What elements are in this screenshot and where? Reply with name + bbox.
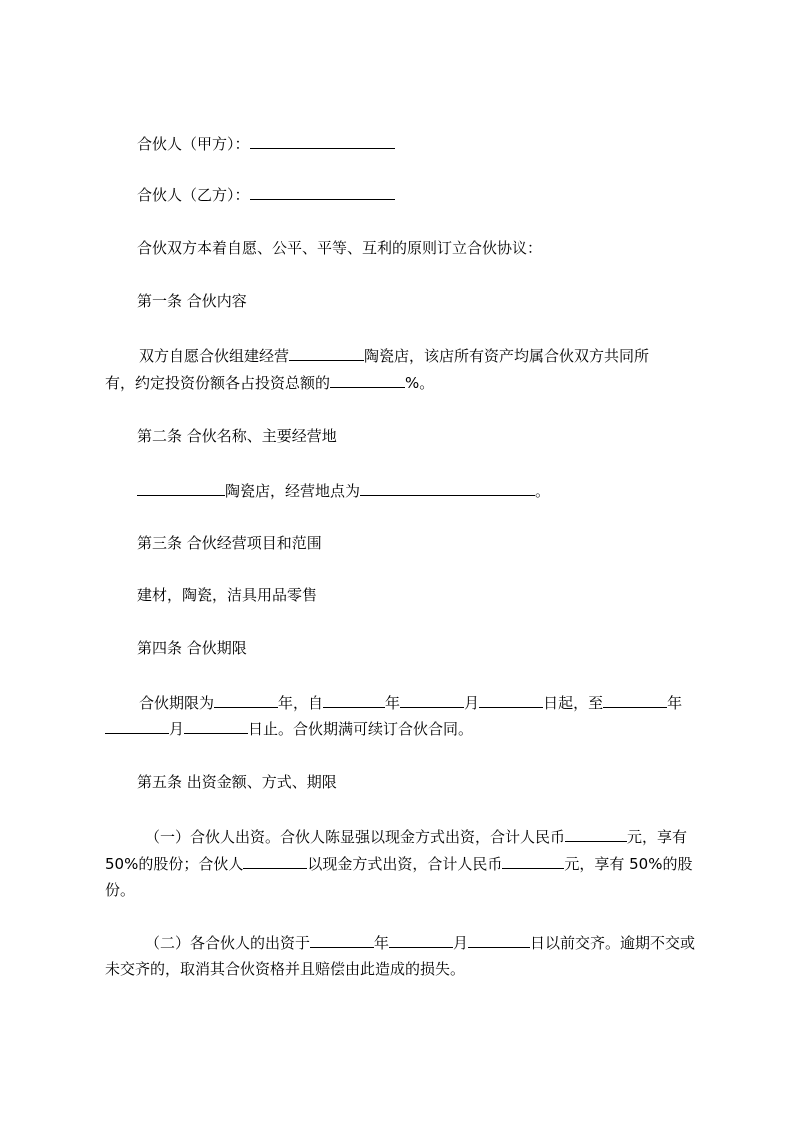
party-a-label: 合伙人（甲方）：: [137, 135, 250, 153]
article4-year-b: 年: [385, 694, 401, 712]
deadline-month-blank: [389, 932, 453, 948]
party-b-label: 合伙人（乙方）：: [137, 186, 250, 204]
article1-line1: [105, 345, 739, 366]
intro-paragraph: 合伙双方本着自愿、公平、平等、互利的原则订立合伙协议：: [137, 239, 543, 257]
article5-p2-line2: 未交齐的，取消其合伙资格并且赔偿由此造成的损失。: [105, 960, 466, 978]
article1-text-b: 陶瓷店，该店所有资产均属合伙双方共同所: [364, 347, 650, 365]
end-year-blank: [603, 692, 667, 708]
end-day-blank: [184, 718, 248, 734]
term-years-blank: [214, 692, 278, 708]
article4-year-a: 年: [278, 694, 294, 712]
article5-p1-line1: [105, 826, 745, 847]
party-b-name-blank: [243, 853, 307, 869]
article4-day-end: 日止。合伙期满可续订合伙合同。: [248, 720, 474, 738]
start-month-blank: [400, 692, 464, 708]
article4-month-a: 月: [464, 694, 480, 712]
article5-p2-text-a: （二）各合伙人的出资于: [145, 934, 311, 952]
article5-p1-text-a: （一）合伙人出资。合伙人陈显强以现金方式出资，合计人民币: [145, 828, 566, 846]
article4-month-b: 月: [169, 720, 185, 738]
article5-p2-line1: [105, 932, 745, 953]
party-a-blank: [250, 133, 395, 149]
business-name-blank: [289, 345, 364, 361]
article4-line2: [105, 718, 705, 739]
article3-title: 第三条 合伙经营项目和范围: [137, 534, 322, 552]
start-year-blank: [323, 692, 385, 708]
article4-title: 第四条 合伙期限: [137, 639, 247, 657]
article4-text-a: 合伙期限为: [139, 694, 215, 712]
article3-body: 建材，陶瓷，洁具用品零售: [137, 586, 318, 604]
article1-line2: [105, 372, 705, 393]
article2-text-b: 。: [535, 482, 551, 500]
article5-title: 第五条 出资金额、方式、期限: [137, 773, 337, 791]
start-day-blank: [479, 692, 543, 708]
party-b-amount-blank: [502, 853, 564, 869]
article2-title: 第二条 合伙名称、主要经营地: [137, 427, 337, 445]
party-b-line: [105, 184, 737, 205]
article2-line1: [105, 480, 737, 501]
article5-p1-text-c: 50%的股份；合伙人: [105, 855, 244, 873]
address-blank: [360, 480, 535, 496]
article5-p1-line3: 份。: [105, 881, 136, 899]
article1-text-c: 有，约定投资份额各占投资总额的: [105, 374, 331, 392]
party-a-line: [105, 133, 737, 154]
store-name-blank: [137, 480, 225, 496]
end-month-blank: [105, 718, 169, 734]
party-a-amount-blank: [565, 826, 627, 842]
deadline-day-blank: [468, 932, 530, 948]
article5-p1-text-d: 以现金方式出资，合计人民币: [307, 855, 503, 873]
article4-day-start: 日起，至: [543, 694, 604, 712]
article5-p2-text-b: 日以前交齐。逾期不交或: [530, 934, 696, 952]
share-percent-blank: [330, 372, 405, 388]
article1-text-d: %。: [405, 374, 435, 392]
article5-p2-year: 年: [374, 934, 390, 952]
article5-p1-line2: [105, 853, 705, 874]
article5-p1-text-b: 元，享有: [627, 828, 688, 846]
article4-line1: [105, 692, 739, 713]
deadline-year-blank: [310, 932, 374, 948]
article5-p1-text-e: 元，享有 50%的股: [564, 855, 693, 873]
article4-year-c: 年: [667, 694, 683, 712]
article2-text-a: 陶瓷店，经营地点为: [225, 482, 361, 500]
article4-from: ，自: [293, 694, 324, 712]
article5-p2-month: 月: [453, 934, 469, 952]
article1-title: 第一条 合伙内容: [137, 292, 247, 310]
party-b-blank: [250, 184, 395, 200]
article1-text-a: 双方自愿合伙组建经营: [139, 347, 290, 365]
